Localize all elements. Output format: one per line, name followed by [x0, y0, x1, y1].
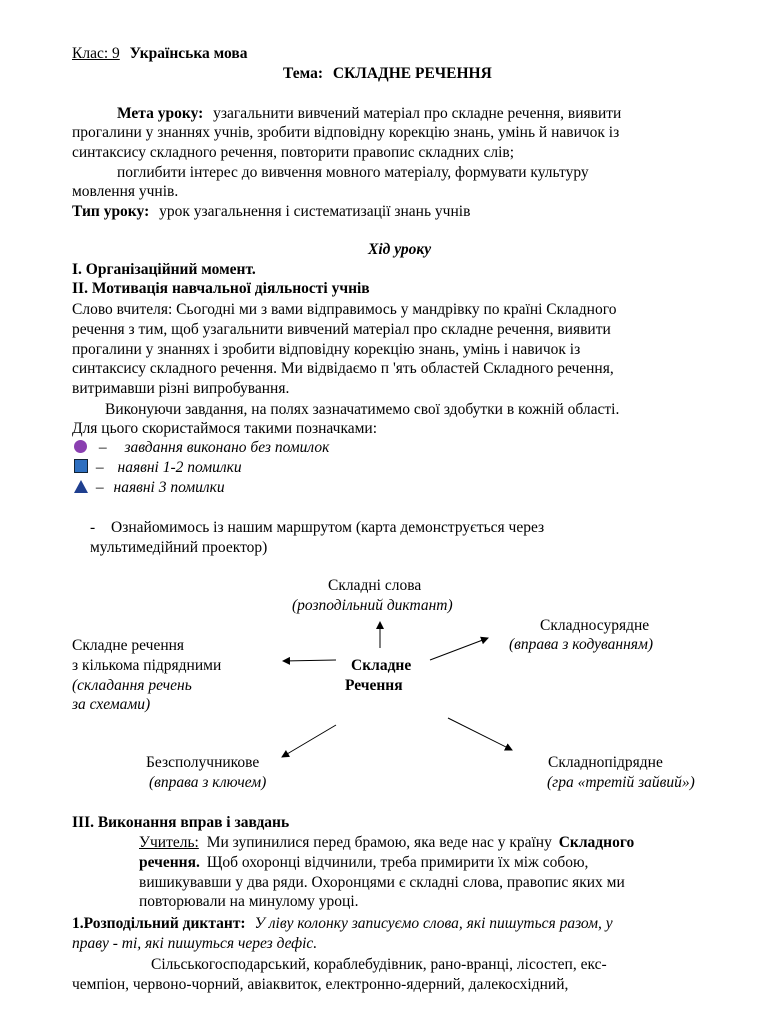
- teacher-task-text-1b: Складного: [558, 834, 635, 851]
- dictation-line-1: [72, 914, 613, 933]
- teacher-word-line-7: Для цього скористаймося такими позначками:: [72, 420, 378, 437]
- goal-line-3: синтаксису складного речення, повторити правопис складних слів;: [72, 144, 515, 161]
- teacher-word-line-1: Слово вчителя: Сьогодні ми з вами відправимось у мандрівку по країні Складного: [72, 301, 617, 318]
- legend-dash: –: [98, 439, 107, 456]
- diagram-bottom-right-title: Складнопідрядне: [548, 754, 663, 771]
- route-line-2: мультимедійний проектор): [90, 539, 268, 556]
- diagram-center-1: Складне: [351, 657, 412, 674]
- dictation-instruction-1: У ліву колонку записуємо слова, які пишуться разом, у: [254, 915, 613, 932]
- legend-text: завдання виконано без помилок: [124, 439, 330, 456]
- dictation-words-2: чемпіон, червоно-чорний, авіаквиток, електронно-ядерний, далекосхідний,: [72, 976, 569, 993]
- subject-label: Українська мова: [129, 45, 248, 62]
- legend-text: наявні 1-2 помилки: [117, 459, 242, 476]
- goal-line-2: прогалини у знаннях учнів, зробити відповідну корекцію знань, умінь й навичок із: [72, 124, 620, 141]
- teacher-task-text-2a: речення.: [139, 854, 200, 871]
- diagram-bottom-right-sub: (гра «третій зайвий»): [547, 774, 695, 791]
- teacher-task-text-1a: Ми зупинилися перед брамою, яка веде нас у країну: [206, 834, 552, 851]
- diagram-right-sub: (вправа з кодуванням): [509, 636, 654, 653]
- diagram-top-sub: (розподільний диктант): [292, 597, 453, 614]
- dictation-label: 1.Розподільний диктант:: [72, 915, 246, 932]
- section-3-heading: ІІІ. Виконання вправ і завдань: [72, 814, 290, 831]
- teacher-task-line-1: [139, 833, 634, 852]
- teacher-word-line-6: Виконуючи завдання, на полях зазначатимемо свої здобутки в кожній області.: [105, 401, 620, 418]
- dictation-instruction-2: праву - ті, які пишуться через дефіс.: [72, 935, 318, 952]
- section-1-heading: І. Організаційний момент.: [72, 261, 256, 278]
- arrow-right: [430, 638, 488, 660]
- diagram-left-4: за схемами): [72, 696, 151, 713]
- arrow-down-left: [282, 725, 336, 757]
- lesson-type-value: урок узагальнення і систематизації знань учнів: [159, 203, 471, 220]
- class-label: Клас: 9: [72, 45, 120, 62]
- teacher-word-line-4: синтаксису складного речення. Ми відвідаємо п 'ять областей Складного речення,: [72, 360, 614, 377]
- legend-text: наявні 3 помилки: [113, 479, 225, 496]
- lesson-type-label: Тип уроку:: [72, 203, 150, 220]
- course-title: Хід уроку: [368, 241, 432, 258]
- arrow-left: [283, 660, 336, 661]
- legend-dash: –: [95, 479, 104, 496]
- goal-line-4: поглибити інтерес до вивчення мовного матеріалу, формувати культуру: [117, 164, 589, 181]
- diagram-bottom-left-title: Безсполучникове: [146, 754, 260, 771]
- teacher-task-line-3: вишикувавши у два ряди. Охоронцями є складні слова, правопис яких ми: [139, 874, 625, 891]
- diagram-center-2: Речення: [345, 677, 403, 694]
- teacher-word-line-3: прогалини у знаннях і зробити відповідну корекцію знань, умінь і навичок із: [72, 341, 581, 358]
- goal-text-1: узагальнити вивчений матеріал про складне речення, виявити: [213, 105, 622, 122]
- teacher-task-text-2b: Щоб охоронці відчинили, треба примирити їх між собою,: [206, 854, 589, 871]
- diagram-bottom-left-sub: (вправа з ключем): [149, 774, 267, 791]
- section-2-heading: ІІ. Мотивація навчальної діяльності учнів: [72, 280, 370, 297]
- teacher-task-line-4: повторювали на минулому уроці.: [139, 893, 359, 910]
- diagram-left-1: Складне речення: [72, 637, 185, 654]
- teacher-word-line-5: витримавши різні випробування.: [72, 380, 290, 397]
- diagram-left-2: з кількома підрядними: [72, 657, 222, 674]
- teacher-task-line-2: [139, 853, 588, 872]
- legend-dash: –: [95, 459, 104, 476]
- topic-title: СКЛАДНЕ РЕЧЕННЯ: [332, 65, 492, 82]
- teacher-word-line-2: речення з тим, щоб узагальнити вивчений матеріал про складне речення, виявити: [72, 321, 611, 338]
- dictation-words-1: Сільськогосподарський, кораблебудівник, рано-вранці, лісостеп, екс-: [151, 956, 607, 973]
- diagram-right-title: Складносурядне: [540, 617, 650, 634]
- arrow-down-right: [448, 718, 512, 750]
- topic-label: Тема:: [283, 65, 323, 82]
- goal-line-5: мовлення учнів.: [72, 183, 179, 200]
- diagram-left-3: (складання речень: [72, 677, 192, 694]
- goal-label: Мета уроку:: [117, 105, 204, 122]
- teacher-label: Учитель:: [139, 834, 199, 851]
- route-dash: -: [90, 519, 96, 536]
- diagram-top-title: Складні слова: [328, 577, 422, 594]
- route-text-1: Ознайомимось із нашим маршрутом (карта демонструється через: [111, 519, 545, 536]
